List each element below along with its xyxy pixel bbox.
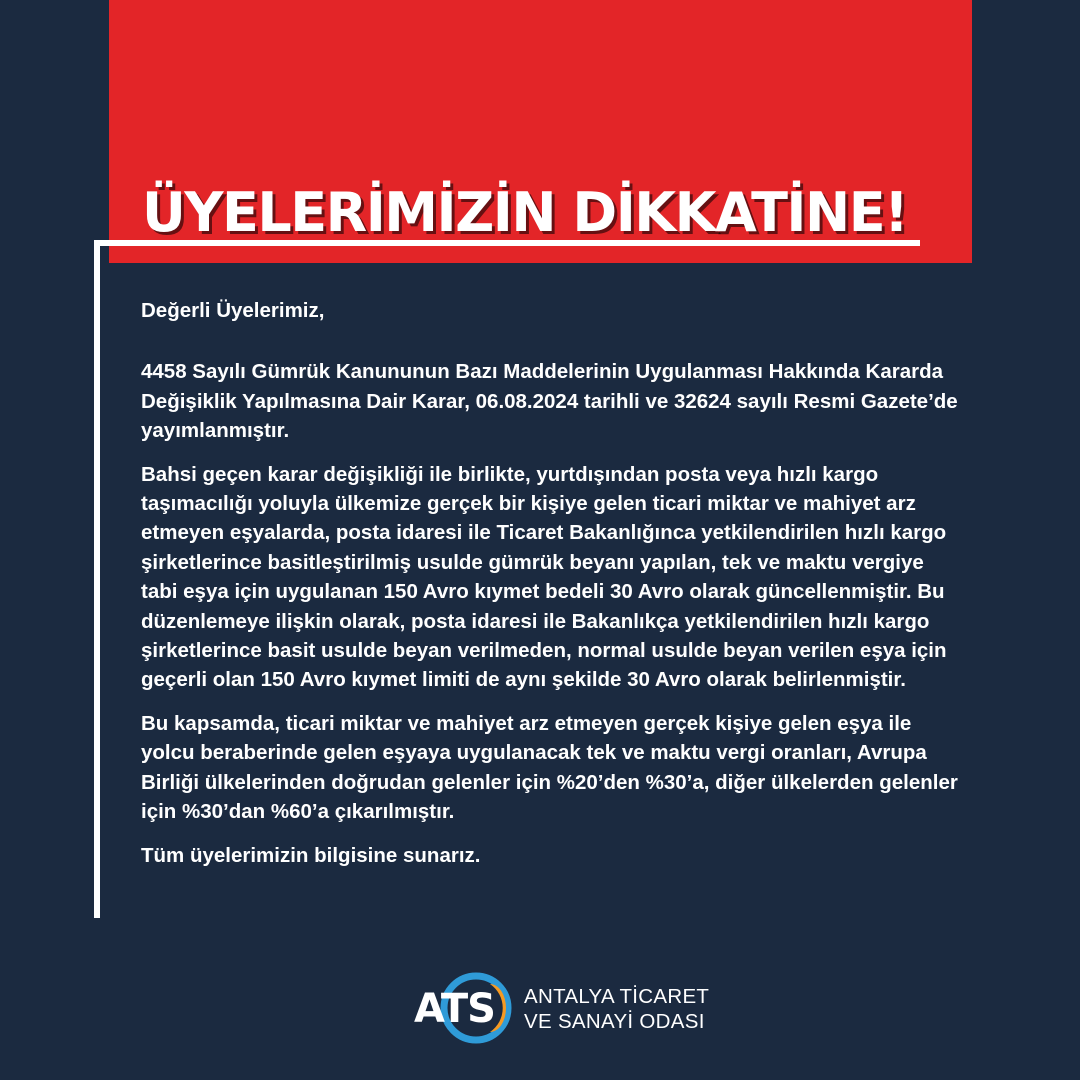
org-name-line-1: ANTALYA TİCARET	[524, 985, 710, 1008]
paragraph-tax-rates: Bu kapsamda, ticari miktar ve mahiyet arz etmeyen gerçek kişiye gelen eşya ile yolcu beraberinde gelen eşyaya uygulanacak tek ve maktu vergi oranları, Avrupa Birliği ülkelerinden doğrudan gelenler için %20’den %30’a, diğer ülkelerden gelenler için %30’dan %60’a çıkarılmıştır.	[141, 711, 958, 824]
paragraph-value-limit: Bahsi geçen karar değişikliği ile birlikte, yurtdışından posta veya hızlı kargo taşımacılığı yoluyla ülkemize gerçek bir kişiye gelen ticari miktar ve mahiyet arz etmeyen eşyalarda, posta idaresi ile Ticaret Bakanlığınca yetkilendirilen hızlı kargo şirketlerince basitleştirilmiş usulde gümrük beyanı yapılan, tek ve maktu vergiye tabi eşya için uygulanan 150 Avro kıymet bedeli 30 Avro olarak güncellenmiştir. Bu düzenlemeye ilişkin olarak, posta idaresi ile Bakanlıkça yetkilendirilen hızlı kargo şirketlerince basit usulde beyan verilmeden, normal usulde beyan verilen eşya için geçerli olan 150 Avro kıymet limiti de aynı şekilde 30 Avro olarak belirlenmiştir.	[141, 462, 947, 692]
announcement-body	[141, 296, 961, 884]
greeting: Değerli Üyelerimiz,	[141, 299, 325, 322]
logo-text: ATS	[414, 986, 495, 1032]
ats-logo-icon	[412, 968, 512, 1048]
closing-line: Tüm üyelerimizin bilgisine sunarız.	[141, 843, 481, 867]
org-name-line-2: VE SANAYİ ODASI	[524, 1010, 705, 1033]
headline: ÜYELERİMİZİN DİKKATİNE!	[142, 181, 908, 244]
org-name	[524, 984, 709, 1034]
paragraph-decision: 4458 Sayılı Gümrük Kanununun Bazı Maddelerinin Uygulanması Hakkında Kararda Değişiklik Yapılmasına Dair Karar, 06.08.2024 tarihli ve 32624 sayılı Resmi Gazete’de yayımlanmıştır.	[141, 360, 958, 443]
frame-line-left	[94, 240, 100, 918]
